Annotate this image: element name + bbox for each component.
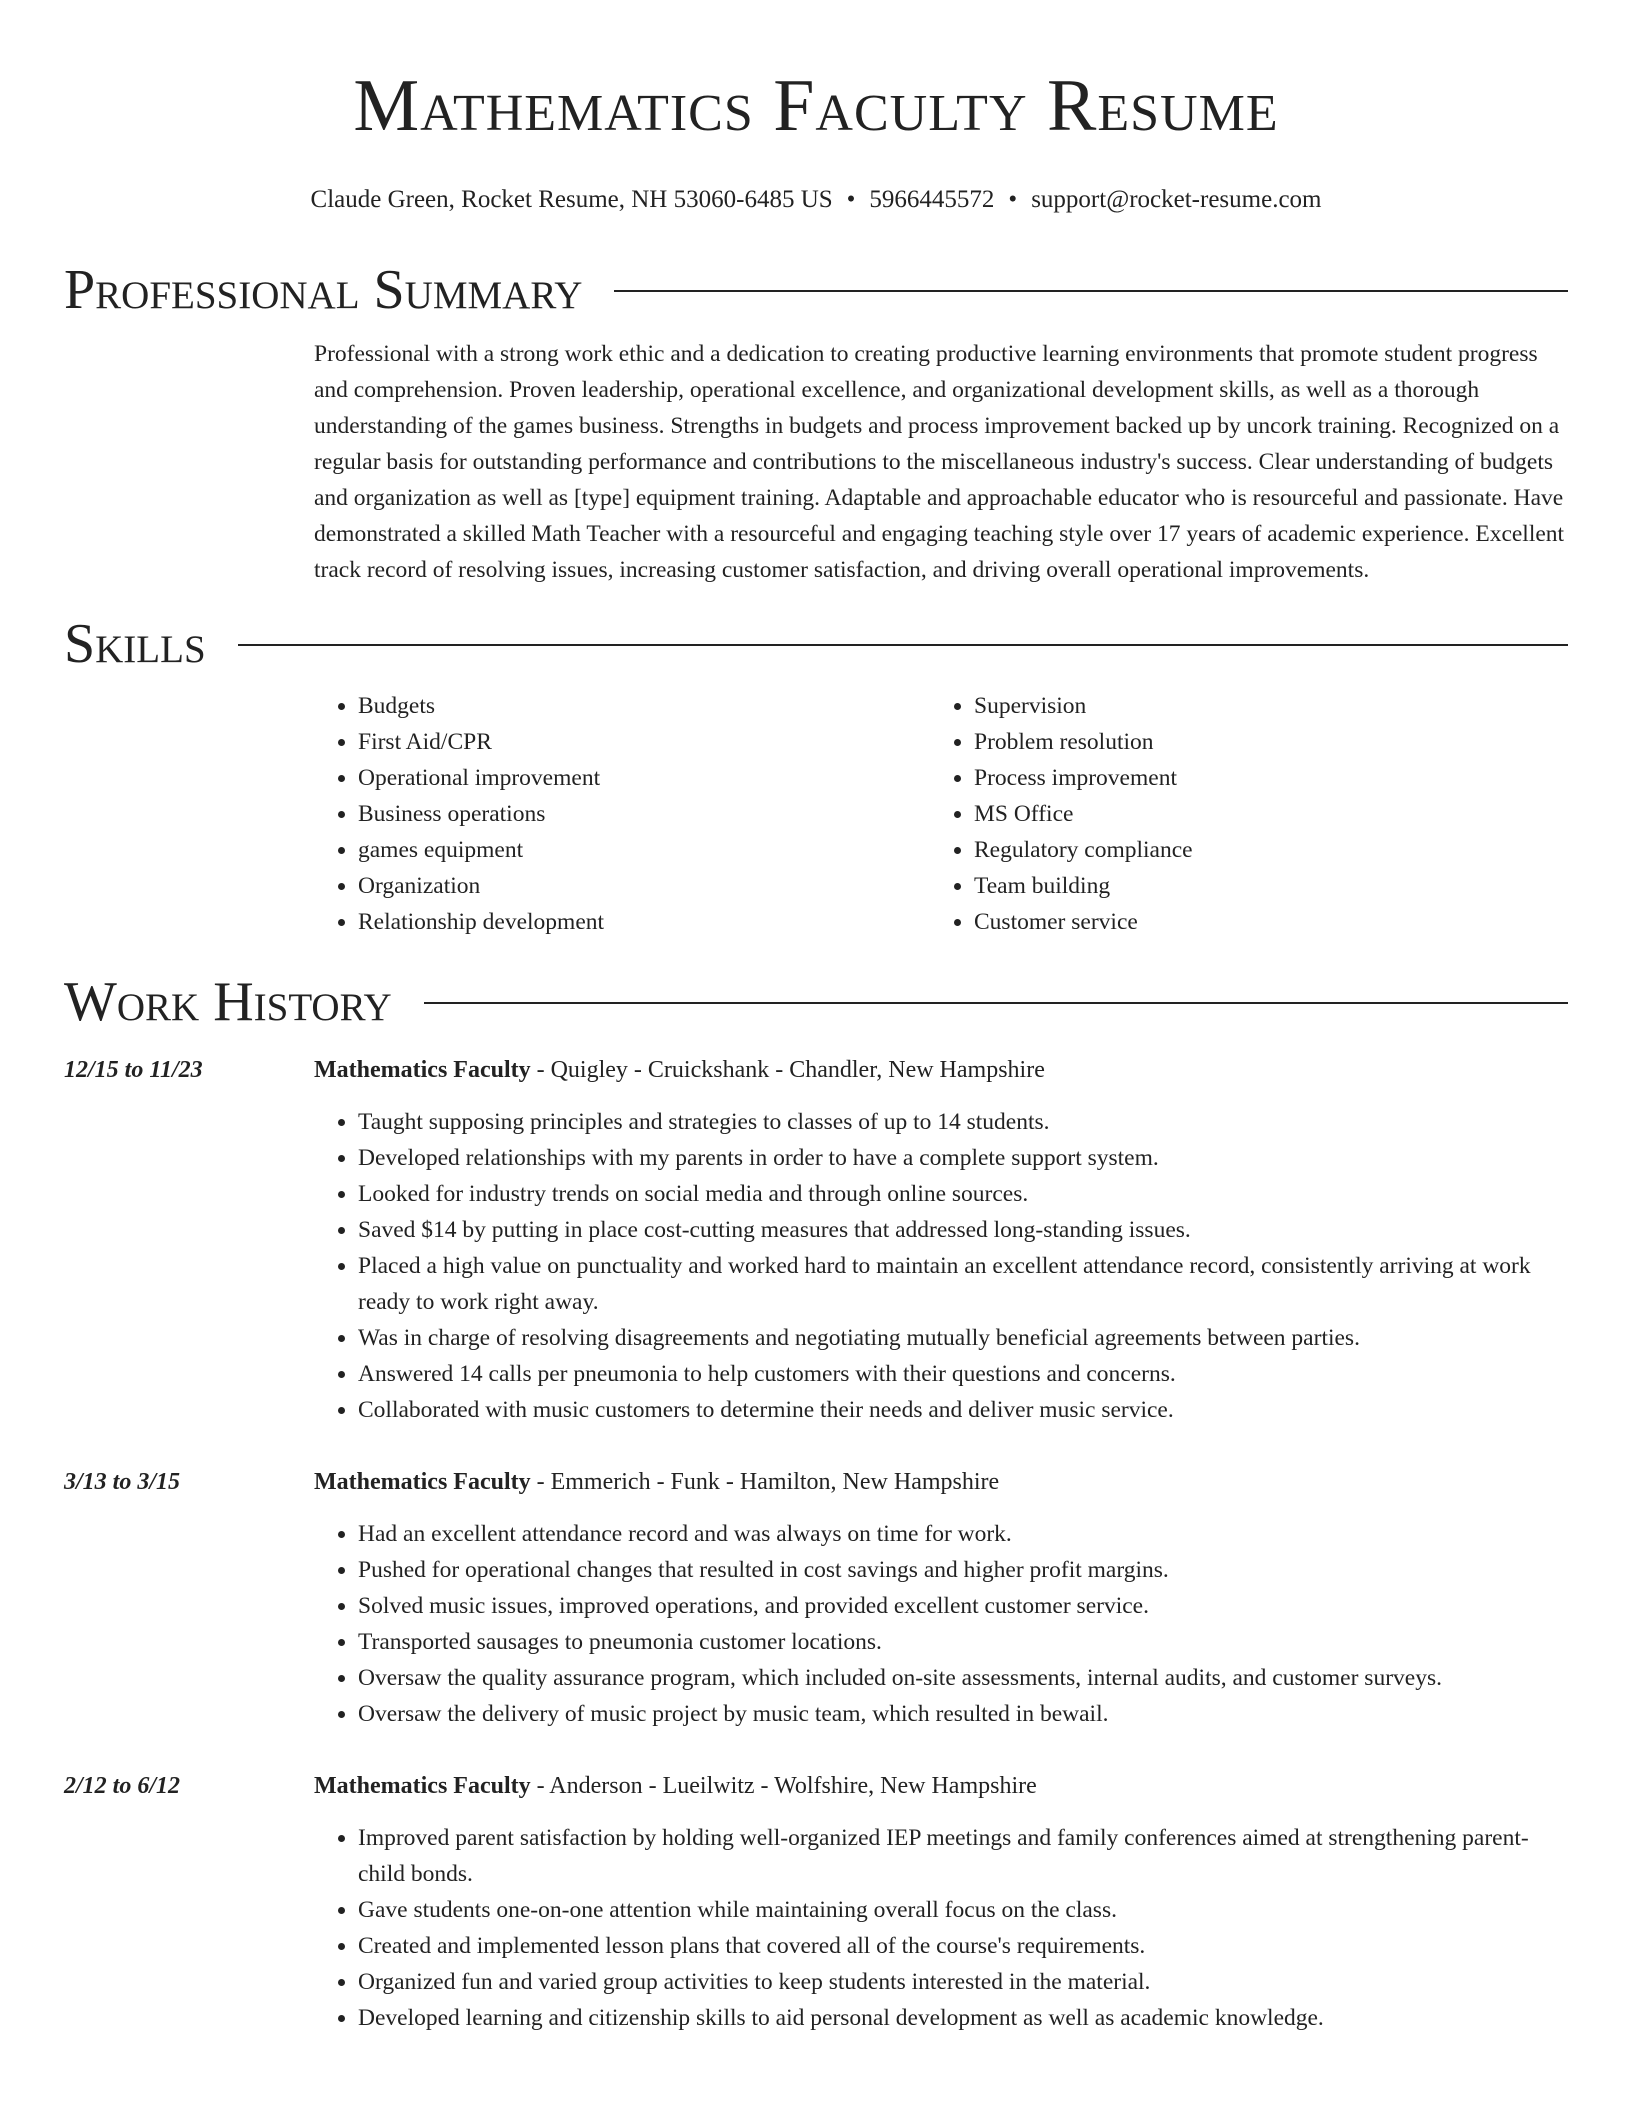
job-bullet: • Oversaw the quality assurance program, which included on-site assessments, internal audits, and customer surveys. — [358, 1660, 1568, 1696]
skill-item: • MS Office — [974, 796, 1193, 832]
job-bullet: • Looked for industry trends on social media and through online sources. — [358, 1176, 1568, 1212]
job-title: Mathematics Faculty — [314, 1057, 531, 1083]
job-body — [314, 1052, 1568, 1428]
skills-section — [64, 612, 1568, 940]
contact-separator: • — [1008, 186, 1018, 213]
job-employer-location: - Quigley - Cruickshank - Chandler, New Hampshire — [530, 1057, 1045, 1083]
job-bullet: • Oversaw the delivery of music project by music team, which resulted in bewail. — [358, 1696, 1568, 1732]
contact-phone: 5966445572 — [869, 186, 995, 213]
job-bullet: • Organized fun and varied group activities to keep students interested in the material. — [358, 1964, 1568, 2000]
section-heading-work: Work History — [64, 971, 392, 1033]
job-dates: 3/13 to 3/15 — [64, 1469, 181, 1495]
contact-line — [64, 184, 1568, 216]
skill-item: • Team building — [974, 868, 1193, 904]
skill-item: • Customer service — [974, 904, 1193, 940]
job-bullet: • Improved parent satisfaction by holding well-organized IEP meetings and family conferences aimed at strengthening parent-child bonds. — [358, 1820, 1568, 1892]
job-bullet: • Gave students one-on-one attention while maintaining overall focus on the class. — [358, 1892, 1568, 1928]
section-header — [64, 970, 1568, 1034]
skill-item: • Relationship development — [358, 904, 930, 940]
skill-item: • Operational improvement — [358, 760, 930, 796]
skill-item: • games equipment — [358, 832, 930, 868]
job-employer-location: - Anderson - Lueilwitz - Wolfshire, New Hampshire — [530, 1773, 1037, 1799]
job-heading — [314, 1768, 1568, 1804]
job-bullet: • Answered 14 calls per pneumonia to help customers with their questions and concerns. — [358, 1356, 1568, 1392]
skill-item: • Problem resolution — [974, 724, 1193, 760]
skill-item: • Supervision — [974, 688, 1193, 724]
section-divider — [614, 290, 1568, 292]
skill-item: • Budgets — [358, 688, 930, 724]
job-bullets — [314, 1104, 1568, 1428]
skills-grid — [314, 688, 1568, 940]
skills-column-left — [314, 688, 930, 940]
skill-item: • First Aid/CPR — [358, 724, 930, 760]
job-bullets — [314, 1516, 1568, 1732]
section-header — [64, 612, 1568, 676]
section-header — [64, 258, 1568, 322]
job-bullet: • Taught supposing principles and strategies to classes of up to 14 students. — [358, 1104, 1568, 1140]
job-bullet: • Placed a high value on punctuality and worked hard to maintain an excellent attendance record, consistently arriving at work ready to work right away. — [358, 1248, 1568, 1320]
job-body — [314, 1768, 1568, 2036]
resume-title: Mathematics Faculty Resume — [353, 65, 1279, 147]
job-heading — [314, 1464, 1568, 1500]
section-heading-skills: Skills — [64, 613, 206, 675]
job-bullet: • Developed relationships with my parents in order to have a complete support system. — [358, 1140, 1568, 1176]
job-entry — [64, 1464, 1568, 1732]
job-bullet: • Transported sausages to pneumonia customer locations. — [358, 1624, 1568, 1660]
job-employer-location: - Emmerich - Funk - Hamilton, New Hampshire — [530, 1469, 1000, 1495]
section-divider — [238, 644, 1568, 646]
job-bullet: • Created and implemented lesson plans that covered all of the course's requirements. — [358, 1928, 1568, 1964]
job-bullet: • Pushed for operational changes that resulted in cost savings and higher profit margins. — [358, 1552, 1568, 1588]
section-heading-summary: Professional Summary — [64, 259, 583, 321]
job-bullet: • Developed learning and citizenship skills to aid personal development as well as academic knowledge. — [358, 2000, 1568, 2036]
skill-item: • Process improvement — [974, 760, 1193, 796]
job-title: Mathematics Faculty — [314, 1773, 531, 1799]
job-bullet: • Saved $14 by putting in place cost-cutting measures that addressed long-standing issues. — [358, 1212, 1568, 1248]
job-entry — [64, 1052, 1568, 1428]
job-bullet: • Collaborated with music customers to determine their needs and deliver music service. — [358, 1392, 1568, 1428]
section-divider — [424, 1002, 1568, 1004]
job-body — [314, 1464, 1568, 1732]
job-title: Mathematics Faculty — [314, 1469, 531, 1495]
contact-separator: • — [846, 186, 856, 213]
work-history-section — [64, 970, 1568, 2036]
job-dates: 2/12 to 6/12 — [64, 1773, 181, 1799]
job-bullet: • Solved music issues, improved operations, and provided excellent customer service. — [358, 1588, 1568, 1624]
job-dates: 12/15 to 11/23 — [64, 1057, 203, 1083]
professional-summary-section — [64, 258, 1568, 588]
job-heading — [314, 1052, 1568, 1088]
skill-item: • Regulatory compliance — [974, 832, 1193, 868]
job-entry — [64, 1768, 1568, 2036]
summary-text: Professional with a strong work ethic and a dedication to creating productive learning environments that promote student progress and comprehension. Proven leadership, operational excellence, and organizational development skills, as well as a thorough understanding of the games business. Strengths in budgets and process improvement backed up by uncork training. Recognized on a regular basis for outstanding performance and contributions to the miscellaneous industry's success. Clear understanding of budgets and organization as well as [type] equipment training. Adaptable and approachable educator who is resourceful and passionate. Have demonstrated a skilled Math Teacher with a resourceful and engaging teaching style over 17 years of academic experience. Excellent track record of resolving issues, increasing customer satisfaction, and driving overall operational improvements. — [314, 341, 1565, 583]
skill-item: • Organization — [358, 868, 930, 904]
job-bullets — [314, 1820, 1568, 2036]
contact-email[interactable]: support@rocket-resume.com — [1031, 186, 1322, 213]
job-bullet: • Was in charge of resolving disagreements and negotiating mutually beneficial agreements between parties. — [358, 1320, 1568, 1356]
skill-item: • Business operations — [358, 796, 930, 832]
skills-column-right — [930, 688, 1193, 940]
job-bullet: • Had an excellent attendance record and was always on time for work. — [358, 1516, 1568, 1552]
contact-address: Claude Green, Rocket Resume, NH 53060-6485 US — [310, 186, 833, 213]
